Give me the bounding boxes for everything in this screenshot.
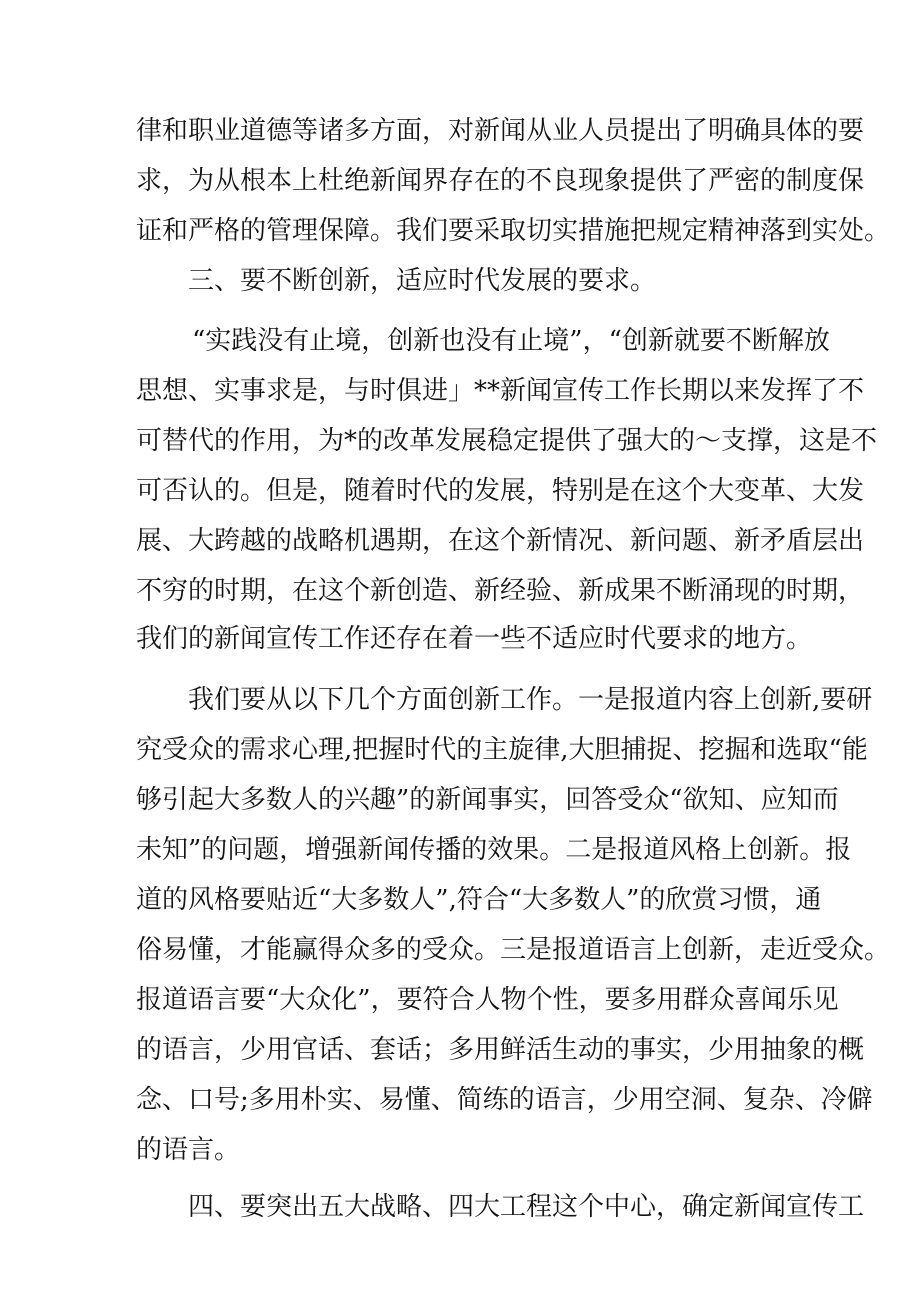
text-line: 展、大跨越的战略机遇期，在这个新情况、新问题、新矛盾层出 — [136, 526, 865, 556]
section-heading: 四、要突出五大战略、四大工程这个中心，确定新闻宣传工 — [188, 1192, 865, 1222]
text-line: 我们的新闻宣传工作还存在着一些不适应时代要求的地方。 — [136, 624, 813, 654]
text-line: 不穷的时期，在这个新创造、新经验、新成果不断涌现的时期， — [136, 576, 865, 606]
text-line: 够引起大多数人的兴趣”的新闻事实，回答受众“欲知、应知而 — [136, 785, 839, 815]
text-line: 求，为从根本上杜绝新闻界存在的不良现象提供了严密的制度保 — [136, 166, 865, 196]
text-line: 思想、实事求是，与时俱进」**新闻宣传工作长期以来发挥了不 — [136, 376, 865, 406]
text-line: 律和职业道德等诸多方面，对新闻从业人员提出了明确具体的要 — [136, 116, 865, 146]
text-line: 报道语言要“大众化”，要符合人物个性，要多用群众喜闻乐见 — [136, 985, 839, 1015]
text-line: 我们要从以下几个方面创新工作。一是报道内容上创新,要研 — [188, 685, 873, 715]
text-line: 道的风格要贴近“大多数人”,符合“大多数人”的欣赏习惯，通 — [136, 885, 822, 915]
text-line: 可否认的。但是，随着时代的发展，特别是在这个大变革、大发 — [136, 476, 865, 506]
text-line: 可替代的作用，为*的改革发展稳定提供了强大的～支撑，这是不 — [136, 426, 878, 456]
text-line: “实践没有止境，创新也没有止境”，“创新就要不断解放 — [192, 326, 830, 356]
text-line: 证和严格的管理保障。我们要采取切实措施把规定精神落到实处。 — [136, 216, 891, 246]
text-line: 俗易懂，才能赢得众多的受众。三是报道语言上创新，走近受众。 — [136, 935, 891, 965]
section-heading: 三、要不断创新，适应时代发展的要求。 — [188, 266, 657, 296]
text-line: 的语言。 — [136, 1135, 241, 1165]
text-line: 未知”的问题，增强新闻传播的效果。二是报道风格上创新。报 — [136, 835, 852, 865]
text-line: 的语言，少用官话、套话；多用鲜活生动的事实，少用抽象的概 — [136, 1035, 865, 1065]
text-line: 念、口号;多用朴实、易懂、简练的语言，少用空洞、复杂、冷僻 — [136, 1085, 873, 1115]
text-line: 究受众的需求心理,把握时代的主旋律,大胆捕捉、挖掘和选取“能 — [136, 735, 868, 765]
